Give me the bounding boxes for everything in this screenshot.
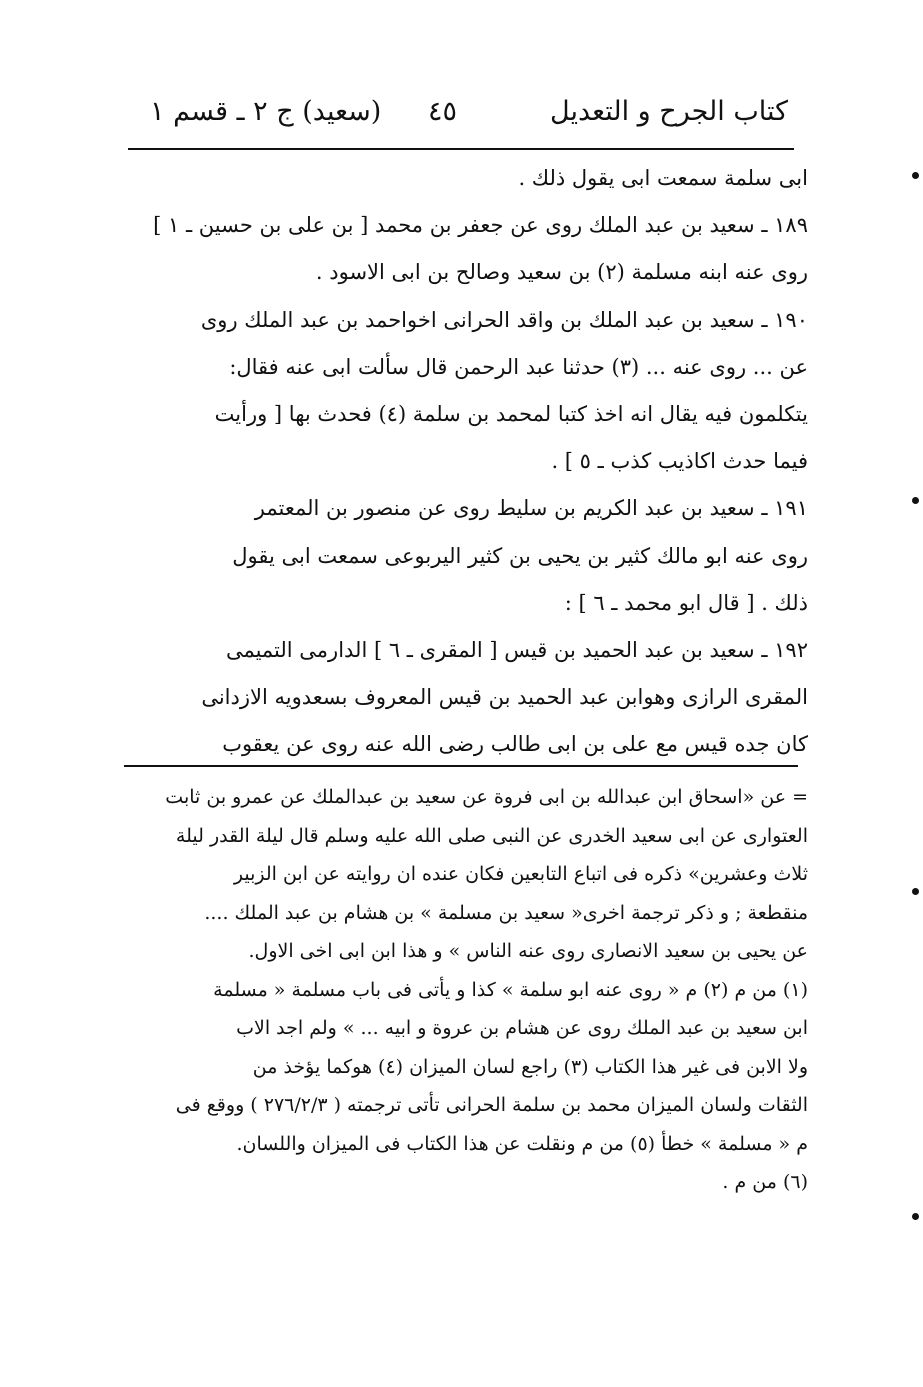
text-line: المقرى الرازى وهوابن عبد الحميد بن قيس المعروف بسعدويه الازدانى xyxy=(201,685,808,710)
margin-mark xyxy=(912,888,919,895)
margin-mark xyxy=(912,497,919,504)
text-line: ذلك . [ قال ابو محمد ـ ٦ ] : xyxy=(564,590,808,615)
text-line: ابى سلمة سمعت ابى يقول ذلك . xyxy=(518,166,808,190)
footnote-line: (١) من م (٢) م « روى عنه ابو سلمة » كذا و يأتى فى باب مسلمة « مسلمة xyxy=(213,978,808,1001)
footnote-line: منقطعة ; و ذكر ترجمة اخرى« سعيد بن مسلمة » بن هشام بن عبد الملك .... xyxy=(204,901,808,924)
footnote-line: = عن «اسحاق ابن عبدالله بن ابى فروة عن سعيد بن عبدالملك عن عمرو بن ثابت xyxy=(165,786,808,808)
text-line: عن ... روى عنه ... (٣) حدثنا عبد الرحمن قال سألت ابى عنه فقال: xyxy=(229,354,808,379)
footnote-line: عن يحيى بن سعيد الانصارى روى عنه الناس » و هذا ابن ابى اخى الاول. xyxy=(248,940,808,962)
entry-192: ١٩٢ ـ سعيد بن عبد الحميد بن قيس [ المقرى ـ ٦ ] الدارمى التميمى xyxy=(225,637,808,662)
footnote-line: م « مسلمة » خطأ (٥) من م ونقلت عن هذا الكتاب فى الميزان واللسان. xyxy=(236,1132,808,1155)
section-label: (سعيد) ج ٢ ـ قسم ١ xyxy=(150,96,382,127)
header-rule xyxy=(128,148,794,150)
footnote-line: العتوارى عن ابى سعيد الخدرى عن النبى صلى الله عليه وسلم قال ليلة القدر ليلة xyxy=(175,824,808,847)
text-line: كان جده قيس مع على بن ابى طالب رضى الله عنه روى عن يعقوب xyxy=(222,732,808,757)
text-line: روى عنه ابو مالك كثير بن يحيى بن كثير اليربوعى سمعت ابى يقول xyxy=(232,543,808,568)
footnote-line: (٦) من م . xyxy=(722,1171,808,1193)
margin-mark xyxy=(912,172,919,179)
page-number: ٤٥ xyxy=(428,96,458,127)
entry-190: ١٩٠ ـ سعيد بن عبد الملك بن واقد الحرانى اخواحمد بن عبد الملك روى xyxy=(200,307,808,332)
text-line: روى عنه ابنه مسلمة (٢) بن سعيد وصالح بن ابى الاسود . xyxy=(315,260,808,285)
footnote-line: ولا الابن فى غير هذا الكتاب (٣) راجع لسان الميزان (٤) هوكما يؤخذ من xyxy=(252,1055,808,1078)
running-header xyxy=(128,92,788,142)
entry-191: ١٩١ ـ سعيد بن عبد الكريم بن سليط روى عن منصور بن المعتمر xyxy=(254,496,808,521)
footnotes xyxy=(140,778,808,1202)
footnote-rule xyxy=(124,765,798,767)
main-text xyxy=(140,155,808,768)
footnote-line: الثقات ولسان الميزان محمد بن سلمة الحرانى تأتى ترجمته ( ٢٧٦/٢/٣ ) ووقع فى xyxy=(175,1094,808,1116)
footnote-line: ثلاث وعشرين» ذكره فى اتباع التابعين فكان عنده ان روايته عن ابن الزبير xyxy=(233,863,808,885)
text-line: يتكلمون فيه يقال انه اخذ كتبا لمحمد بن سلمة (٤) فحدث بها [ ورأيت xyxy=(214,401,808,426)
text-line: فيما حدث اكاذيب كذب ـ ٥ ] . xyxy=(551,449,808,474)
margin-mark xyxy=(912,1213,919,1220)
entry-189: ١٨٩ ـ سعيد بن عبد الملك روى عن جعفر بن محمد [ بن على بن حسين ـ ١ ] xyxy=(153,213,808,238)
footnote-line: ابن سعيد بن عبد الملك روى عن هشام بن عروة و ابيه ... » ولم اجد الاب xyxy=(236,1017,808,1039)
book-title: كتاب الجرح و التعديل xyxy=(550,96,788,127)
